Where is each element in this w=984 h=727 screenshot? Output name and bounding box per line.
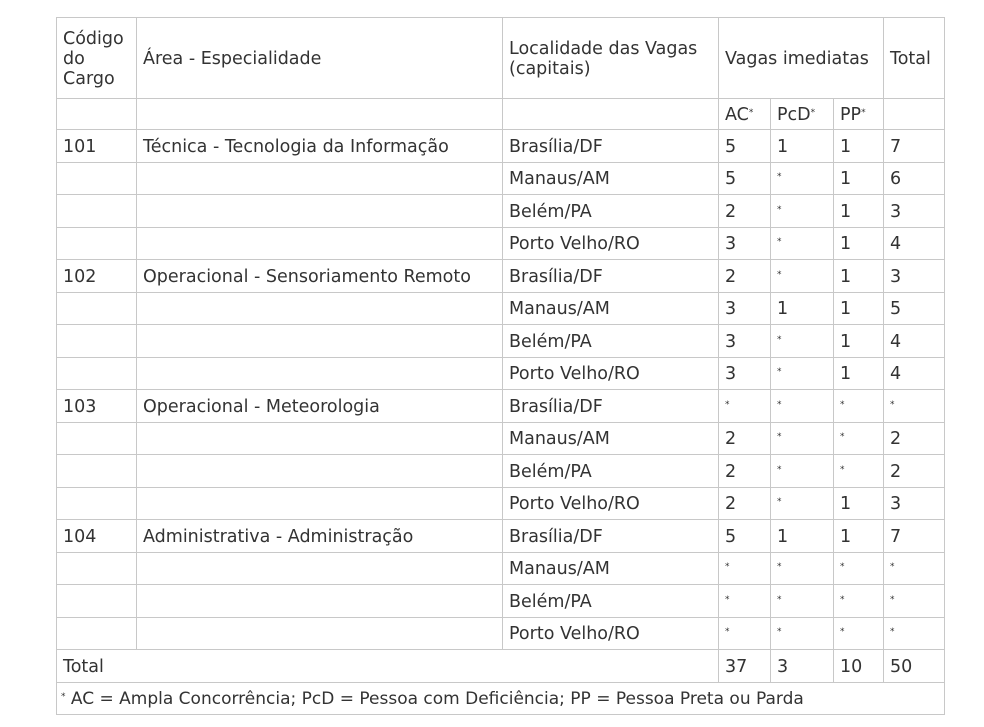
- cell-total: 4: [884, 227, 945, 260]
- cell-ac: 2: [719, 455, 771, 488]
- cell-area: [137, 227, 503, 260]
- asterisk-mark: *: [777, 334, 782, 345]
- cell-locality: Manaus/AM: [503, 552, 719, 585]
- cell-total: 7: [884, 130, 945, 163]
- cell-locality: Porto Velho/RO: [503, 227, 719, 260]
- cell-locality: Brasília/DF: [503, 390, 719, 423]
- cell-locality: Brasília/DF: [503, 520, 719, 553]
- totals-label: Total: [57, 650, 719, 683]
- cell-code: [57, 325, 137, 358]
- table-row: [57, 487, 945, 520]
- cell-pp: 1: [834, 130, 884, 163]
- cell-pcd: [771, 195, 834, 228]
- table-row: [57, 617, 945, 650]
- asterisk-mark: *: [840, 464, 845, 475]
- table-row: [57, 455, 945, 488]
- asterisk-mark: *: [777, 594, 782, 605]
- table-row: [57, 292, 945, 325]
- totals-pp: 10: [834, 650, 884, 683]
- subheader-pp: PP*: [834, 99, 884, 130]
- cell-ac: 3: [719, 227, 771, 260]
- table-row: [57, 195, 945, 228]
- asterisk-mark: *: [890, 562, 895, 573]
- cell-total: 4: [884, 357, 945, 390]
- cell-area: [137, 552, 503, 585]
- cell-pp: [834, 617, 884, 650]
- asterisk-mark: *: [777, 432, 782, 443]
- asterisk-mark: *: [890, 594, 895, 605]
- table-row: [57, 422, 945, 455]
- table-row: [57, 585, 945, 618]
- cell-area: Operacional - Meteorologia: [137, 390, 503, 423]
- cell-code: [57, 357, 137, 390]
- cell-pp: [834, 422, 884, 455]
- cell-code: 101: [57, 130, 137, 163]
- cell-ac: [719, 617, 771, 650]
- asterisk-mark: *: [840, 562, 845, 573]
- asterisk-mark: *: [840, 399, 845, 410]
- cell-pp: 1: [834, 162, 884, 195]
- cell-area: [137, 455, 503, 488]
- cell-area: Técnica - Tecnologia da Informação: [137, 130, 503, 163]
- asterisk-mark: *: [777, 562, 782, 573]
- cell-code: 104: [57, 520, 137, 553]
- cell-locality: Brasília/DF: [503, 130, 719, 163]
- cell-total: 3: [884, 487, 945, 520]
- cell-locality: Porto Velho/RO: [503, 357, 719, 390]
- cell-total: 2: [884, 422, 945, 455]
- asterisk-mark: *: [890, 627, 895, 638]
- cell-code: 103: [57, 390, 137, 423]
- cell-pp: [834, 455, 884, 488]
- subheader-pcd: PcD*: [771, 99, 834, 130]
- cell-area: Operacional - Sensoriamento Remoto: [137, 260, 503, 293]
- subheader-empty: [503, 99, 719, 130]
- cell-code: [57, 422, 137, 455]
- cell-total: [884, 390, 945, 423]
- cell-locality: Manaus/AM: [503, 292, 719, 325]
- cell-area: [137, 325, 503, 358]
- cell-area: [137, 195, 503, 228]
- asterisk-mark: *: [777, 367, 782, 378]
- cell-ac: 5: [719, 130, 771, 163]
- cell-ac: 3: [719, 325, 771, 358]
- cell-ac: [719, 390, 771, 423]
- table-row: [57, 520, 945, 553]
- cell-total: [884, 617, 945, 650]
- cell-code: [57, 585, 137, 618]
- table-row: [57, 390, 945, 423]
- asterisk-mark: *: [777, 627, 782, 638]
- table-row: [57, 357, 945, 390]
- cell-pcd: 1: [771, 292, 834, 325]
- cell-area: [137, 422, 503, 455]
- table-row: [57, 162, 945, 195]
- asterisk-mark: *: [725, 627, 730, 638]
- cell-total: [884, 552, 945, 585]
- header-area: Área - Especialidade: [137, 18, 503, 99]
- cell-code: [57, 162, 137, 195]
- cell-code: [57, 455, 137, 488]
- table-row: [57, 260, 945, 293]
- cell-pp: 1: [834, 292, 884, 325]
- cell-locality: Manaus/AM: [503, 422, 719, 455]
- header-row: [57, 18, 945, 99]
- cell-ac: [719, 585, 771, 618]
- table-row: [57, 227, 945, 260]
- cell-pcd: [771, 162, 834, 195]
- cell-ac: 3: [719, 357, 771, 390]
- cell-ac: 5: [719, 162, 771, 195]
- cell-pp: [834, 585, 884, 618]
- header-immediate: Vagas imediatas: [719, 18, 884, 99]
- cell-pp: [834, 390, 884, 423]
- cell-area: [137, 292, 503, 325]
- cell-code: [57, 195, 137, 228]
- cell-pp: 1: [834, 325, 884, 358]
- cell-code: [57, 227, 137, 260]
- subheader-empty: [137, 99, 503, 130]
- cell-pcd: [771, 585, 834, 618]
- cell-total: 3: [884, 260, 945, 293]
- cell-code: 102: [57, 260, 137, 293]
- cell-code: [57, 292, 137, 325]
- totals-total: 50: [884, 650, 945, 683]
- footnote-row: [57, 682, 945, 714]
- cell-total: 3: [884, 195, 945, 228]
- cell-total: 2: [884, 455, 945, 488]
- subheader-ac: AC*: [719, 99, 771, 130]
- table-row: [57, 130, 945, 163]
- subheader-empty: [884, 99, 945, 130]
- cell-ac: 2: [719, 260, 771, 293]
- totals-pcd: 3: [771, 650, 834, 683]
- cell-area: [137, 487, 503, 520]
- cell-pcd: [771, 357, 834, 390]
- asterisk-mark: *: [890, 399, 895, 410]
- cell-pcd: [771, 487, 834, 520]
- cell-code: [57, 552, 137, 585]
- asterisk-mark: *: [725, 562, 730, 573]
- cell-pcd: [771, 260, 834, 293]
- asterisk-mark: *: [777, 172, 782, 183]
- cell-code: [57, 487, 137, 520]
- asterisk-mark: *: [840, 627, 845, 638]
- header-total: Total: [884, 18, 945, 99]
- totals-row: [57, 650, 945, 683]
- asterisk-mark: *: [725, 399, 730, 410]
- cell-total: 5: [884, 292, 945, 325]
- cell-pcd: 1: [771, 520, 834, 553]
- cell-locality: Belém/PA: [503, 325, 719, 358]
- cell-ac: [719, 552, 771, 585]
- cell-locality: Brasília/DF: [503, 260, 719, 293]
- cell-pp: 1: [834, 487, 884, 520]
- cell-pp: 1: [834, 357, 884, 390]
- cell-area: [137, 162, 503, 195]
- asterisk-mark: *: [840, 594, 845, 605]
- cell-pp: 1: [834, 195, 884, 228]
- cell-pcd: [771, 325, 834, 358]
- cell-area: [137, 357, 503, 390]
- cell-area: Administrativa - Administração: [137, 520, 503, 553]
- cell-pp: 1: [834, 227, 884, 260]
- cell-total: 7: [884, 520, 945, 553]
- cell-total: 4: [884, 325, 945, 358]
- subheader-row: [57, 99, 945, 130]
- cell-pp: 1: [834, 520, 884, 553]
- cell-pp: [834, 552, 884, 585]
- asterisk-mark: *: [777, 204, 782, 215]
- cell-ac: 2: [719, 195, 771, 228]
- cell-area: [137, 585, 503, 618]
- table-row: [57, 552, 945, 585]
- asterisk-mark: *: [840, 432, 845, 443]
- cell-locality: Manaus/AM: [503, 162, 719, 195]
- cell-code: [57, 617, 137, 650]
- cell-locality: Belém/PA: [503, 455, 719, 488]
- cell-pp: 1: [834, 260, 884, 293]
- cell-pcd: [771, 227, 834, 260]
- cell-locality: Belém/PA: [503, 195, 719, 228]
- cell-pcd: [771, 390, 834, 423]
- cell-pcd: [771, 455, 834, 488]
- header-code: Código do Cargo: [57, 18, 137, 99]
- cell-area: [137, 617, 503, 650]
- cell-ac: 5: [719, 520, 771, 553]
- cell-pcd: 1: [771, 130, 834, 163]
- cell-locality: Porto Velho/RO: [503, 617, 719, 650]
- cell-ac: 3: [719, 292, 771, 325]
- asterisk-mark: *: [725, 594, 730, 605]
- asterisk-mark: *: [777, 497, 782, 508]
- totals-ac: 37: [719, 650, 771, 683]
- header-locality: Localidade das Vagas (capitais): [503, 18, 719, 99]
- cell-locality: Belém/PA: [503, 585, 719, 618]
- cell-ac: 2: [719, 487, 771, 520]
- cell-locality: Porto Velho/RO: [503, 487, 719, 520]
- asterisk-mark: *: [777, 464, 782, 475]
- asterisk-mark: *: [777, 399, 782, 410]
- vacancies-table: [56, 17, 945, 715]
- subheader-empty: [57, 99, 137, 130]
- footnote: * AC = Ampla Concorrência; PcD = Pessoa com Deficiência; PP = Pessoa Preta ou Parda: [57, 682, 945, 714]
- cell-ac: 2: [719, 422, 771, 455]
- cell-total: 6: [884, 162, 945, 195]
- cell-total: [884, 585, 945, 618]
- asterisk-mark: *: [777, 237, 782, 248]
- cell-pcd: [771, 422, 834, 455]
- cell-pcd: [771, 617, 834, 650]
- asterisk-mark: *: [777, 269, 782, 280]
- cell-pcd: [771, 552, 834, 585]
- table-row: [57, 325, 945, 358]
